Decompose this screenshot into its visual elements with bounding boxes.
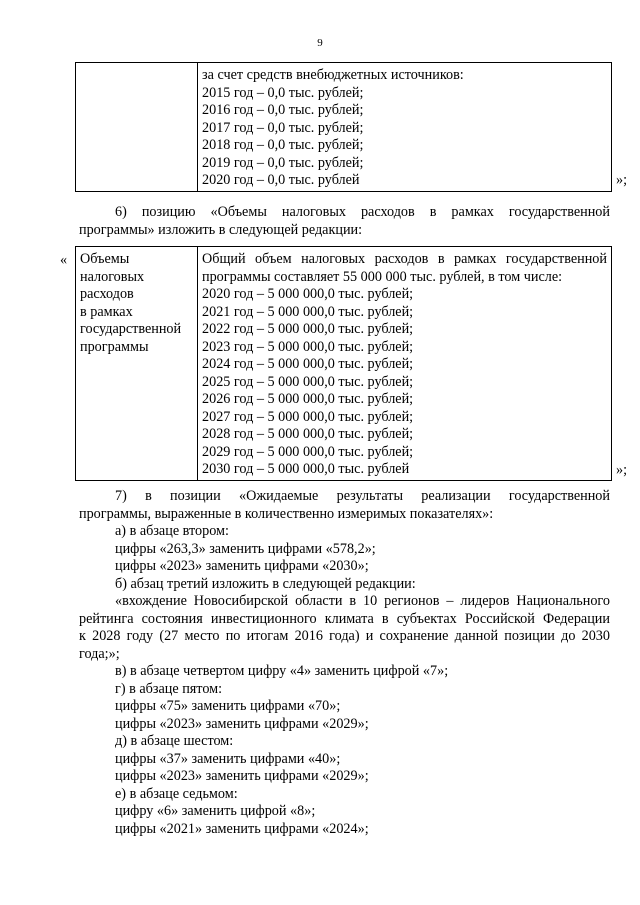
quoted-text-line: рейтинга состояния инвестиционного климата в субъектах Российской Федерации [79, 610, 610, 627]
paragraph-6-line: программы» изложить в следующей редакции: [79, 221, 363, 238]
tax-table-line: 2027 год – 5 000 000,0 тыс. рублей; [202, 408, 414, 425]
tax-table-line: 2029 год – 5 000 000,0 тыс. рублей; [202, 443, 414, 460]
funding-line: 2015 год – 0,0 тыс. рублей; [202, 84, 364, 101]
tax-table-heading-line: государственной [80, 321, 182, 337]
tax-table-line: 2030 год – 5 000 000,0 тыс. рублей [202, 461, 410, 477]
amendment-item: цифры «2023» заменить цифрами «2029»; [115, 768, 369, 784]
tax-table-line: 2025 год – 5 000 000,0 тыс. рублей; [202, 373, 414, 390]
amendment-item: цифру «6» заменить цифрой «8»; [115, 803, 316, 819]
tax-table-left-cell [76, 247, 198, 481]
tax-table-heading-line: налоговых [80, 268, 145, 285]
amendment-item: цифры «2023» заменить цифрами «2030»; [115, 558, 369, 574]
table1-close-quote: »; [616, 172, 628, 188]
tax-table-heading-line: расходов [80, 286, 134, 302]
tax-table-line: 2024 год – 5 000 000,0 тыс. рублей; [202, 356, 414, 372]
amendment-item: а) в абзаце втором: [115, 523, 229, 539]
amendment-item: б) абзац третий изложить в следующей редакции: [115, 575, 416, 592]
tax-table-line: 2023 год – 5 000 000,0 тыс. рублей; [202, 338, 414, 355]
tax-table-right-cell [198, 247, 612, 481]
tax-table-line: 2028 год – 5 000 000,0 тыс. рублей; [202, 426, 414, 442]
paragraph-7-line: 7) в позиции «Ожидаемые результаты реализации государственной [115, 488, 610, 504]
amendment-item: цифры «263,3» заменить цифрами «578,2»; [115, 540, 376, 557]
tax-table-heading-line: программы [80, 338, 149, 355]
paragraph-6 [79, 204, 610, 239]
funding-table [75, 62, 612, 192]
funding-line: 2020 год – 0,0 тыс. рублей [202, 172, 360, 188]
amendment-item: е) в абзаце седьмом: [115, 785, 238, 802]
tax-table-heading-line: в рамках [80, 303, 133, 320]
quoted-text-line: года;»; [79, 645, 120, 662]
page-number: 9 [317, 37, 323, 49]
tax-table-line: Общий объем налоговых расходов в рамках государственной [202, 251, 607, 267]
tax-table-line: программы составляет 55 000 000 тыс. рублей, в том числе: [202, 268, 563, 285]
amendment-item: д) в абзаце шестом: [115, 733, 234, 749]
funding-line: 2019 год – 0,0 тыс. рублей; [202, 154, 364, 171]
funding-line: 2016 год – 0,0 тыс. рублей; [202, 102, 364, 118]
tax-table-line: 2026 год – 5 000 000,0 тыс. рублей; [202, 391, 414, 407]
amendment-item: в) в абзаце четвертом цифру «4» заменить цифрой «7»; [115, 663, 449, 679]
funding-table-left-cell [76, 63, 198, 192]
funding-line: за счет средств внебюджетных источников: [202, 67, 464, 83]
tax-expenditure-table [75, 246, 612, 481]
paragraph-7-line: программы, выраженные в количественно измеримых показателях»: [79, 505, 494, 522]
amendment-item: цифры «75» заменить цифрами «70»; [115, 698, 341, 714]
table2-close-quote: »; [616, 462, 628, 478]
tax-table-line: 2021 год – 5 000 000,0 тыс. рублей; [202, 303, 414, 320]
paragraph-6-line: 6) позицию «Объемы налоговых расходов в рамках государственной [115, 204, 610, 220]
tax-table-line: 2022 год – 5 000 000,0 тыс. рублей; [202, 321, 414, 337]
quoted-text-line: к 2028 году (27 место по итогам 2016 года) и сохранение данной позиции до 2030 [79, 628, 610, 644]
table2-open-quote: « [60, 252, 68, 268]
amendment-item: цифры «2021» заменить цифрами «2024»; [115, 820, 369, 837]
funding-table-right-cell [198, 63, 612, 192]
quoted-text-line: «вхождение Новосибирской области в 10 регионов – лидеров Национального [115, 593, 610, 609]
funding-line: 2017 год – 0,0 тыс. рублей; [202, 119, 364, 136]
amendment-item: цифры «37» заменить цифрами «40»; [115, 750, 341, 767]
amendment-item: г) в абзаце пятом: [115, 680, 223, 697]
paragraph-7 [79, 488, 610, 838]
funding-line: 2018 год – 0,0 тыс. рублей; [202, 137, 364, 153]
amendment-item: цифры «2023» заменить цифрами «2029»; [115, 715, 369, 732]
tax-table-heading-line: Объемы [80, 251, 130, 267]
tax-table-line: 2020 год – 5 000 000,0 тыс. рублей; [202, 286, 414, 302]
